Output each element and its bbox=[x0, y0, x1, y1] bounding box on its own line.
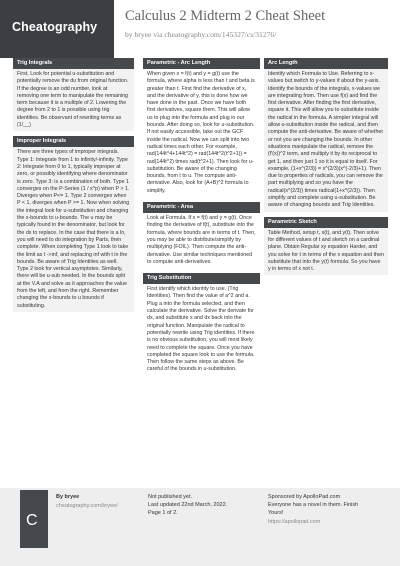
section-body: Identify which Formula to Use. Referring to x-values but switch to y-values if about the y-axis. Identify the bounds of the integrals, x-values we are integrating from. Then use f(x) and find the first derivative. After finding the first derivative, square it. This will allow you to substitute inside the radical in the formula. A simpler integral will allow u-substitution inside the radical, and then compute the anti-derivative. Be aware of whether or not you are changing the bounds. In other situations manipulate the radical, remove the (f'(x))^2 term, and multiply it by its reciprocal to get 1, and then just 1 so it is equal to itself. For example, (1+x^(2/3)) = x^(2/3)(x^(-2/3)+1). Then due to properties of radicals, you can remove the part multiplying and so you have the radical(x^(2/3)) times radical(1+x^(2/3)). Then simplify and complete using u-substitution. Be aware of changing bounds and Trig Identities. bbox=[264, 69, 388, 212]
section-body: Table Method, setup t, x(t), and y(t). Then solve for different values of t and sketch on a cardinal plane. Obtain Regular xy equation Harder, and you solve for t in terms of the x equation and then substitute that into the y(t) formula. So you have y in terms of x not t. bbox=[264, 228, 388, 276]
section-title: Parametric Sketch bbox=[264, 217, 388, 228]
sponsor-tagline-1: Everyone has a novel in them. Finish bbox=[268, 502, 359, 508]
column-2 bbox=[143, 58, 260, 381]
section-title: Trig Substitution bbox=[143, 273, 260, 284]
column-3 bbox=[264, 58, 388, 280]
section-body: There are three types of improper integrals. Type 1: Integrate from 1 to infinity/-infinity. Type 2: Integrate from 0 to 1, typically improper at zero, or possibly identifying where denominator is zero. Type 3: is a combination of both. Type 1 converges on the P-Series (1 / x^p) when P > 1. Diverges when P<= 1. Type 2 converges when P < 1, diverges when P >= 1. Now when solving the integral look for u-substitution and changing the x-bounds to u-bounds. The u may be typically found in the denominator, but look for the dx to replace. In the case that there is a ln, you will need to do integration by Parts, then complete. When completing Type 1 look to take the limit as t ->inf, and replacing inf with t in the bounds. Be aware of Trig Identities as well. Type 2 look for vertical asymptotes. Similarly, there will be u-sub needed. In the bounds split at the V.A and solve as it approaches the value from the left, and from the right. Remember changing the x-bounds to u bounds if substituting. bbox=[13, 147, 134, 312]
byline[interactable]: by bryee via cheatography.com/145327/cs/31276/ bbox=[125, 30, 277, 39]
published-status: Not published yet. bbox=[148, 494, 193, 500]
sponsor-name[interactable]: Sponsored by ApolloPad.com bbox=[268, 494, 341, 500]
section-body: First, Look for potential u-substitution and potentially remove the du from original function. If the degree is an odd number, look at removing one term to manipulate the remaining term because it is a multiple of 2. Lowering the degree from 2 to 1 is possible using trig identities. Be observant of rewriting terms as (1/__) bbox=[13, 69, 134, 131]
avatar-letter: C bbox=[26, 512, 38, 529]
section-body: Look at Formula. If x = f(t) and y = g(t). Once finding the derivative of f(t), substitute into the formula, where bounds are in terms of t. Then, you may be able to distribute/simplify by multiplying (FOIL). Then compute the anti-derivative. Use similar techniques mentioned to compute anti-derivatives. bbox=[147, 215, 256, 265]
section-title: Arc Length bbox=[264, 58, 388, 69]
page-title: Calculus 2 Midterm 2 Cheat Sheet bbox=[125, 8, 326, 24]
logo-text: Cheatography bbox=[12, 20, 98, 34]
section-title: Parametric - Area bbox=[143, 202, 260, 213]
section-title: Improper Integrals bbox=[13, 136, 134, 147]
cheatography-logo[interactable] bbox=[0, 0, 114, 58]
author-link[interactable]: cheatography.com/bryee/ bbox=[56, 503, 118, 509]
section-title: Trig Integrals bbox=[13, 58, 134, 69]
last-updated: Last updated 22nd March, 2022. bbox=[148, 502, 228, 508]
header bbox=[0, 0, 400, 64]
section-body: When given x = f(t) and y = g(t) use the formula, where alpha is less than t and beta is greater than t. First find the derivative of x, and the derivative of y, this is done how we have done in the past. Once we have both first derivatives, square them. This will allow us to plug into the formula and plug in our bounds. After doing so, look for u-substitution. If not easily accessible, take out the GCF inside the radical. Now we can split into two radical times each other. For example, rad(144t^4+144t^2) = rad(144t^2(t^2+1)) = rad(144t^2) times rad(t^2+1). Then look for u-substitution. Be aware of the changing bounds, from t to u. The compute anti-derivative. Also, look for (A+B)^2 formula to simplify. bbox=[147, 71, 255, 194]
column-1 bbox=[13, 58, 134, 317]
section-arc-length bbox=[264, 58, 388, 212]
section-trig-integrals bbox=[13, 58, 134, 131]
section-title: Parametric - Arc Length bbox=[143, 58, 260, 69]
section-improper-integrals bbox=[13, 136, 134, 312]
sponsor-tagline-2: Yours! bbox=[268, 510, 284, 516]
page-number: Page 1 of 2. bbox=[148, 510, 178, 516]
section-trig-substitution bbox=[143, 273, 260, 376]
author-name: By bryee bbox=[56, 494, 80, 500]
section-parametric-area bbox=[143, 202, 260, 268]
section-parametric-sketch bbox=[264, 217, 388, 276]
section-body: First identify which identity to use. (Trig Identities). Then find the value of a^2 and a. Plug a into the formula selected, and then calculate the derivative. Solve the derivate for dx, and substitute x and dx back into the original function. Manipulate the radical to potentially rewrite using Trig identities. If there is no obvious substitution, you will most likely need to complete the square. Once you have completed the square look to use the formula. Then follow the same steps as above. Be careful of the bounds in u-substitution. bbox=[147, 286, 255, 373]
section-parametric-arc-length bbox=[143, 58, 260, 197]
footer bbox=[0, 488, 400, 566]
avatar[interactable] bbox=[20, 490, 48, 548]
sponsor-link[interactable]: https://apollopad.com bbox=[268, 519, 321, 525]
